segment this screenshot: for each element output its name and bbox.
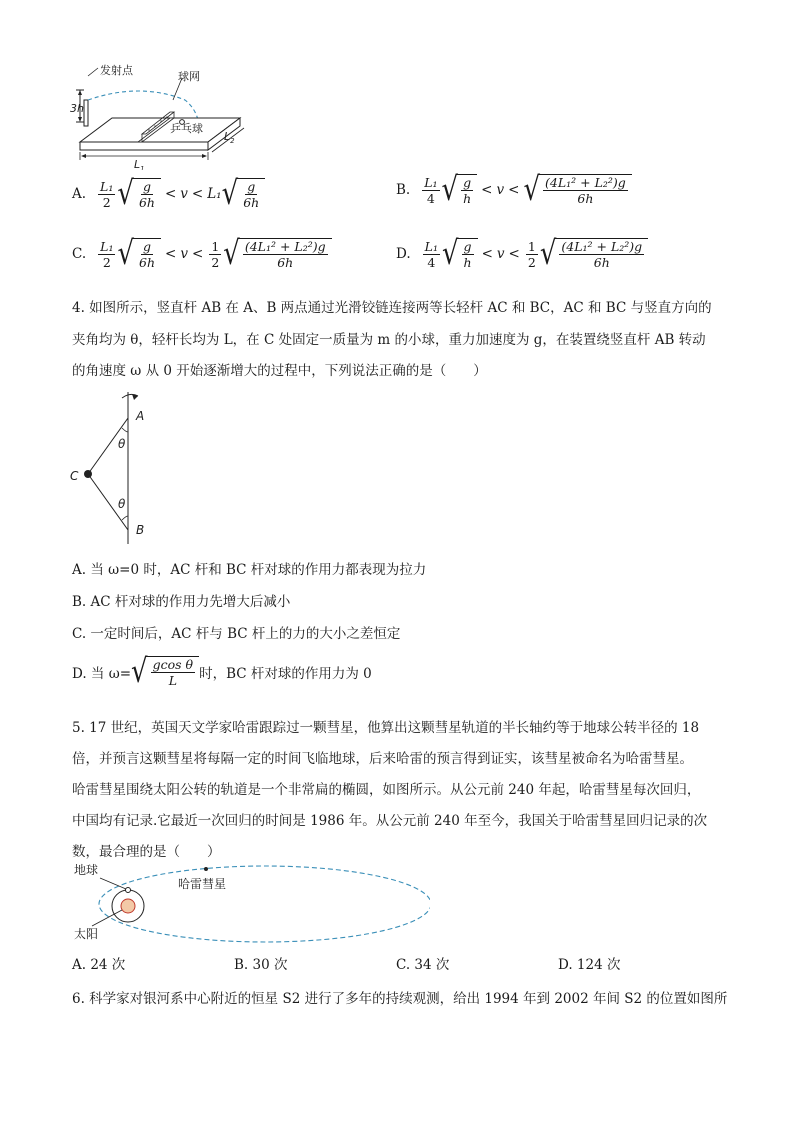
q4-option-d[interactable]: D. 当 ω= √ $\frac{\text{gcos θ}}{L}$ 时，BC 杆对球的作用力为 0: [72, 653, 372, 691]
point-c-label: C: [70, 469, 79, 483]
q5-stem-line-2: 倍，并预言这颗彗星将每隔一定的时间飞临地球，后来哈雷的预言得到证实，该彗星被命名为哈雷彗星。: [72, 751, 693, 767]
earth-label: 地球: [74, 863, 99, 877]
q4-option-b[interactable]: B. AC 杆对球的作用力先增大后减小: [72, 594, 291, 610]
q5-stem-line-5: 数，最合理的是（ ）: [72, 844, 221, 860]
length-l1-label: $L_1$: [134, 158, 145, 170]
theta-lower-label: θ: [118, 497, 126, 511]
rod-ball-figure: [66, 386, 156, 546]
q4-option-c[interactable]: C. 一定时间后，AC 杆与 BC 杆上的力的大小之差恒定: [72, 626, 401, 642]
point-a-label: A: [136, 409, 145, 423]
q3-option-b[interactable]: B. $\frac{\text{L₁}}{4}$ √ $\frac{g}{h}$ < v < √ $\frac{\text{(4L₁² + L₂²)g}}{6h}$: [396, 174, 632, 206]
ball-label: 乒乓球: [170, 122, 203, 135]
comet-orbit-figure: [70, 860, 430, 950]
q3-option-d[interactable]: D. $\frac{\text{L₁}}{4}$ √ $\frac{g}{h}$ < v < $\frac{1}{2}$ √ $\frac{\text{(4L₁² + L₂²)g}}{6h}$: [396, 238, 648, 270]
q3-option-c[interactable]: C. $\frac{\text{L₁}}{2}$ √ $\frac{g}{6h}$ < v < $\frac{1}{2}$ √ $\frac{\text{(4L₁² + L₂²)g}}{6h}$: [72, 238, 332, 270]
q5-stem-line-3: 哈雷彗星围绕太阳公转的轨道是一个非常扁的椭圆，如图所示。从公元前 240 年起，哈雷彗星每次回归，: [72, 782, 701, 798]
q4-stem-line-2: 夹角均为 θ，轻杆长均为 L，在 C 处固定一质量为 m 的小球，重力加速度为 g，在装置绕竖直杆 AB 转动: [72, 332, 706, 348]
q4-option-a[interactable]: A. 当 ω=0 时，AC 杆和 BC 杆对球的作用力都表现为拉力: [72, 562, 427, 578]
sun-label: 太阳: [74, 927, 99, 941]
net-label: 球网: [178, 70, 200, 83]
q5-stem-line-1: 5. 17 世纪，英国天文学家哈雷跟踪过一颗彗星，他算出这颗彗星轨道的半长轴约等于地球公转半径的 18: [72, 720, 700, 736]
q3-option-a[interactable]: A. $\frac{\text{L₁}}{2}$ √ $\frac{g}{6h}$ < v < L₁ √ $\frac{g}{6h}$: [72, 178, 265, 210]
theta-upper-label: θ: [118, 437, 126, 451]
height-label: 3h: [70, 102, 84, 115]
q5-option-b[interactable]: B. 30 次: [234, 957, 288, 973]
q4-stem-line-1: 4. 如图所示，竖直杆 AB 在 A、B 两点通过光滑铰链连接两等长轻杆 AC 和 BC，AC 和 BC 与竖直方向的: [72, 300, 712, 316]
point-b-label: B: [136, 523, 145, 537]
q5-option-a[interactable]: A. 24 次: [72, 957, 126, 973]
q6-stem-line-1: 6. 科学家对银河系中心附近的恒星 S2 进行了多年的持续观测，给出 1994 年到 2002 年间 S2 的位置如图所: [72, 991, 728, 1007]
width-l2-label: $L_2$: [224, 130, 235, 145]
halley-comet-label: 哈雷彗星: [178, 877, 227, 891]
ping-pong-table-figure: [70, 60, 260, 170]
q4-stem-line-3: 的角速度 ω 从 0 开始逐渐增大的过程中，下列说法正确的是（ ）: [72, 363, 487, 379]
q5-stem-line-4: 中国均有记录.它最近一次回归的时间是 1986 年。从公元前 240 年至今，我国关于哈雷彗星回归记录的次: [72, 813, 708, 829]
launch-point-label: 发射点: [100, 64, 133, 77]
q5-option-c[interactable]: C. 34 次: [396, 957, 450, 973]
q5-option-d[interactable]: D. 124 次: [558, 957, 621, 973]
